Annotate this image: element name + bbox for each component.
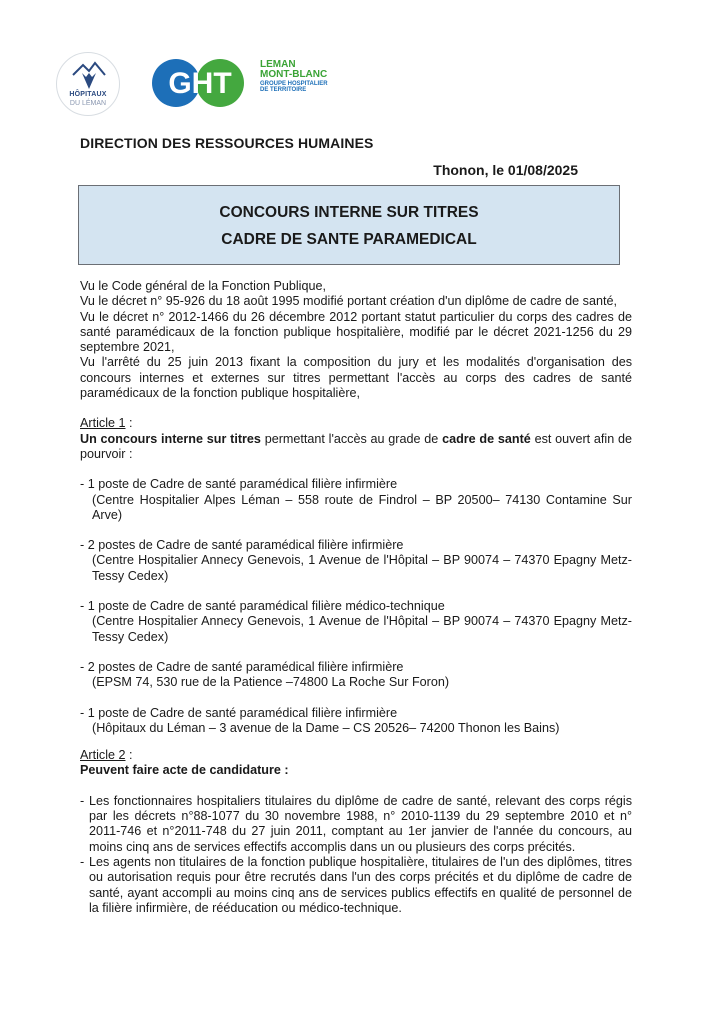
- article-2-label: Article 2 :: [80, 748, 133, 763]
- title-line1: CONCOURS INTERNE SUR TITRES: [219, 204, 479, 221]
- post-item: - 1 poste de Cadre de santé paramédical filière infirmière (Hôpitaux du Léman – 3 avenue de la Dame – CS 20526– 74200 Thonon les Bains): [80, 705, 560, 735]
- post-item: - 1 poste de Cadre de santé paramédical filière médico-technique (Centre Hospitalier Annecy Genevois, 1 Avenue de l'Hôpital – BP 90074 – 74370 Epagny Metz-Tessy Cedex): [80, 599, 632, 644]
- ght-line4: DE TERRITOIRE: [260, 87, 307, 93]
- article-1-intro: Un concours interne sur titres permettant l'accès au grade de cadre de santé est ouvert afin de pourvoir :: [80, 431, 632, 461]
- title-line2: CADRE DE SANTE PARAMEDICAL: [221, 231, 477, 248]
- logo-text-line1: HÔPITAUX: [69, 91, 107, 98]
- ght-line2: MONT-BLANC: [260, 69, 328, 80]
- eligibility-item: - Les agents non titulaires de la fonction publique hospitalière, titulaires de l'un des diplômes, titres ou autorisation requis pour être recrutés dans l'un des corps précités et du diplôme de cadre de santé, ayant accompli au moins cinq ans de services publics effectifs en qualité de personnel de la filière infirmière, de rééducation ou médico-technique.: [80, 854, 632, 915]
- preamble-3: Vu le décret n° 2012-1466 du 26 décembre 2012 portant statut particulier du corps des cadres de santé paramédicaux de la fonction publique hospitalière, modifié par le décret 2021-1256 du 29 septembre 2021,: [80, 309, 632, 355]
- place-date: Thonon, le 01/08/2025: [433, 162, 578, 178]
- article-2-heading: Peuvent faire acte de candidature :: [80, 763, 289, 778]
- hopitaux-du-leman-logo: [56, 52, 120, 116]
- preamble-1: Vu le Code général de la Fonction Publique,: [80, 279, 326, 293]
- article-1-label: Article 1 :: [80, 416, 133, 431]
- ght-wordmark: [260, 60, 328, 93]
- preamble-2: Vu le décret n° 95-926 du 18 août 1995 modifié portant création d'un diplôme de cadre de santé,: [80, 294, 617, 309]
- post-item: - 1 poste de Cadre de santé paramédical filière infirmière (Centre Hospitalier Alpes Léman – 558 route de Findrol – BP 20500– 74130 Contamine Sur Arve): [80, 477, 632, 522]
- preamble-4: Vu l'arrêté du 25 juin 2013 fixant la composition du jury et les modalités d'organisation des concours internes et externes sur titres permettant l'accès au corps des cadres de santé paramédicaux de la fonction publique hospitalière,: [80, 355, 632, 401]
- title-box: [78, 185, 620, 265]
- ght-line3: GROUPE HOSPITALIER: [260, 81, 328, 87]
- ght-mark-icon: [142, 58, 258, 108]
- eligibility-item: - Les fonctionnaires hospitaliers titulaires du diplôme de cadre de santé, relevant des corps régis par les décrets n°88-1077 du 30 novembre 1988, n° 2010-1139 du 29 septembre 2010 et n° 2011-746 et n°2011-748 du 27 juin 2011, comptant au 1er janvier de l'année du concours, au moins cinq ans de services effectifs accomplis dans un ou plusieurs des corps précités.: [80, 793, 632, 854]
- svg-text:GHT: GHT: [168, 67, 232, 100]
- mountain-icon: [71, 59, 107, 91]
- ght-leman-mont-blanc-logo: [142, 58, 402, 108]
- post-item: - 2 postes de Cadre de santé paramédical filière infirmière (Centre Hospitalier Annecy Genevois, 1 Avenue de l'Hôpital – BP 90074 – 74370 Epagny Metz-Tessy Cedex): [80, 538, 632, 583]
- department-heading: DIRECTION DES RESSOURCES HUMAINES: [80, 135, 374, 151]
- document-body: [80, 279, 632, 916]
- header-logos: [56, 52, 386, 122]
- logo-text-line2: DU LÉMAN: [69, 100, 107, 107]
- ght-line1: LEMAN: [260, 59, 296, 70]
- post-item: - 2 postes de Cadre de santé paramédical filière infirmière (EPSM 74, 530 rue de la Patience –74800 La Roche Sur Foron): [80, 659, 450, 690]
